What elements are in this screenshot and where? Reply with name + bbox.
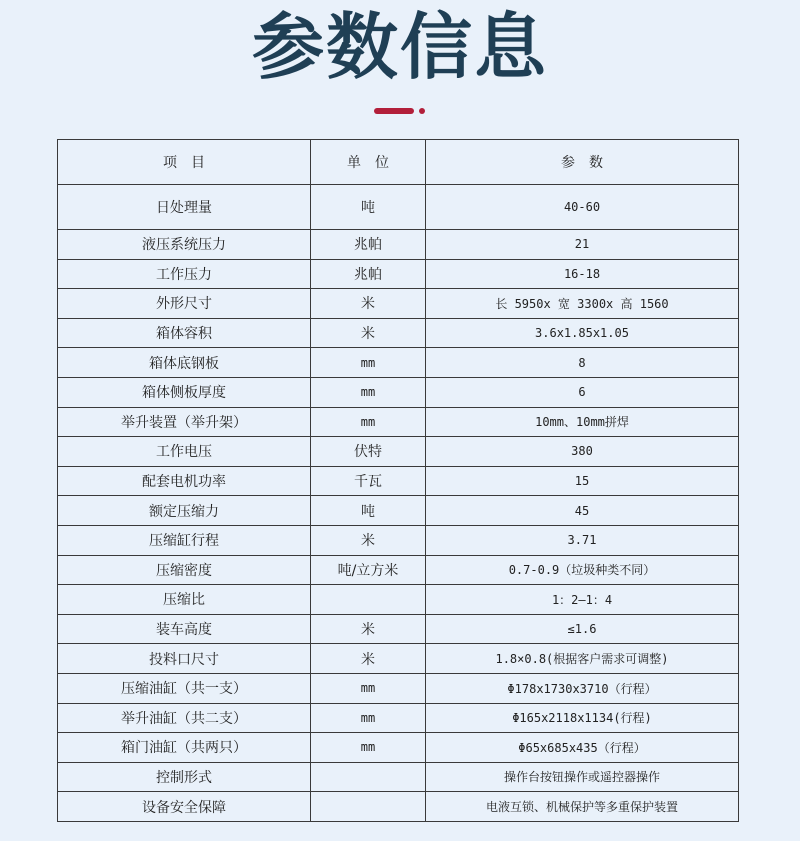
cell-unit: 伏特 — [311, 437, 426, 467]
cell-unit: 吨 — [311, 185, 426, 230]
cell-item: 设备安全保障 — [58, 792, 311, 822]
cell-value: Φ178x1730x3710（行程） — [426, 673, 739, 703]
cell-item: 配套电机功率 — [58, 466, 311, 496]
table-row — [58, 289, 739, 319]
cell-value: 0.7-0.9（垃圾种类不同） — [426, 555, 739, 585]
cell-unit — [311, 762, 426, 792]
cell-unit — [311, 585, 426, 615]
table-row — [58, 377, 739, 407]
cell-item: 压缩密度 — [58, 555, 311, 585]
cell-unit: mm — [311, 703, 426, 733]
table-row — [58, 733, 739, 763]
cell-value: 21 — [426, 230, 739, 260]
cell-value: 长 5950x 宽 3300x 高 1560 — [426, 289, 739, 319]
cell-unit: 米 — [311, 644, 426, 674]
cell-value: 3.71 — [426, 525, 739, 555]
cell-item: 日处理量 — [58, 185, 311, 230]
table-row — [58, 673, 739, 703]
cell-item: 压缩缸行程 — [58, 525, 311, 555]
parameter-table — [57, 139, 739, 822]
cell-item: 控制形式 — [58, 762, 311, 792]
cell-item: 液压系统压力 — [58, 230, 311, 260]
cell-item: 压缩比 — [58, 585, 311, 615]
table-row — [58, 585, 739, 615]
cell-item: 箱体容积 — [58, 318, 311, 348]
cell-unit: mm — [311, 673, 426, 703]
cell-value: 10mm、10mm拼焊 — [426, 407, 739, 437]
cell-item: 工作电压 — [58, 437, 311, 467]
cell-unit: 米 — [311, 289, 426, 319]
cell-unit: mm — [311, 348, 426, 378]
table-row — [58, 555, 739, 585]
cell-value: 1：2—1：4 — [426, 585, 739, 615]
cell-item: 箱体侧板厚度 — [58, 377, 311, 407]
accent-dot — [419, 108, 425, 114]
cell-value: 1.8×0.8(根据客户需求可调整) — [426, 644, 739, 674]
table-row — [58, 348, 739, 378]
cell-value: 45 — [426, 496, 739, 526]
cell-item: 箱门油缸（共两只） — [58, 733, 311, 763]
cell-item: 投料口尺寸 — [58, 644, 311, 674]
page-title: 参数信息 — [251, 5, 548, 89]
table-row — [58, 614, 739, 644]
header-item: 项 目 — [58, 140, 311, 185]
cell-item: 箱体底钢板 — [58, 348, 311, 378]
cell-value: Φ65x685x435（行程） — [426, 733, 739, 763]
cell-unit: 兆帕 — [311, 230, 426, 260]
cell-value: 40-60 — [426, 185, 739, 230]
cell-value: 电液互锁、机械保护等多重保护装置 — [426, 792, 739, 822]
cell-value: 3.6x1.85x1.05 — [426, 318, 739, 348]
cell-item: 工作压力 — [58, 259, 311, 289]
cell-value: 8 — [426, 348, 739, 378]
table-row — [58, 185, 739, 230]
table-row — [58, 259, 739, 289]
cell-unit: 吨 — [311, 496, 426, 526]
cell-value: 15 — [426, 466, 739, 496]
cell-unit: mm — [311, 377, 426, 407]
accent-bar — [374, 108, 414, 114]
table-row — [58, 496, 739, 526]
table-row — [58, 525, 739, 555]
table-row — [58, 792, 739, 822]
table-row — [58, 230, 739, 260]
cell-unit: 兆帕 — [311, 259, 426, 289]
table-row — [58, 318, 739, 348]
cell-value: 16-18 — [426, 259, 739, 289]
cell-item: 压缩油缸（共一支） — [58, 673, 311, 703]
title-accent-divider — [374, 108, 426, 114]
cell-unit: mm — [311, 407, 426, 437]
cell-unit: 米 — [311, 318, 426, 348]
table-row — [58, 762, 739, 792]
header-unit: 单 位 — [311, 140, 426, 185]
cell-unit: 千瓦 — [311, 466, 426, 496]
cell-unit: 吨/立方米 — [311, 555, 426, 585]
cell-value: ≤1.6 — [426, 614, 739, 644]
cell-item: 外形尺寸 — [58, 289, 311, 319]
cell-value: 操作台按钮操作或遥控器操作 — [426, 762, 739, 792]
cell-value: Φ165x2118x1134(行程) — [426, 703, 739, 733]
cell-unit: 米 — [311, 525, 426, 555]
cell-item: 额定压缩力 — [58, 496, 311, 526]
cell-unit: mm — [311, 733, 426, 763]
table-row — [58, 644, 739, 674]
cell-item: 装车高度 — [58, 614, 311, 644]
table-row — [58, 437, 739, 467]
cell-unit — [311, 792, 426, 822]
table-row — [58, 466, 739, 496]
table-row — [58, 703, 739, 733]
header-param: 参 数 — [426, 140, 739, 185]
table-header-row — [58, 140, 739, 185]
cell-value: 380 — [426, 437, 739, 467]
cell-item: 举升油缸（共二支） — [58, 703, 311, 733]
cell-value: 6 — [426, 377, 739, 407]
cell-item: 举升装置（举升架） — [58, 407, 311, 437]
cell-unit: 米 — [311, 614, 426, 644]
table-row — [58, 407, 739, 437]
